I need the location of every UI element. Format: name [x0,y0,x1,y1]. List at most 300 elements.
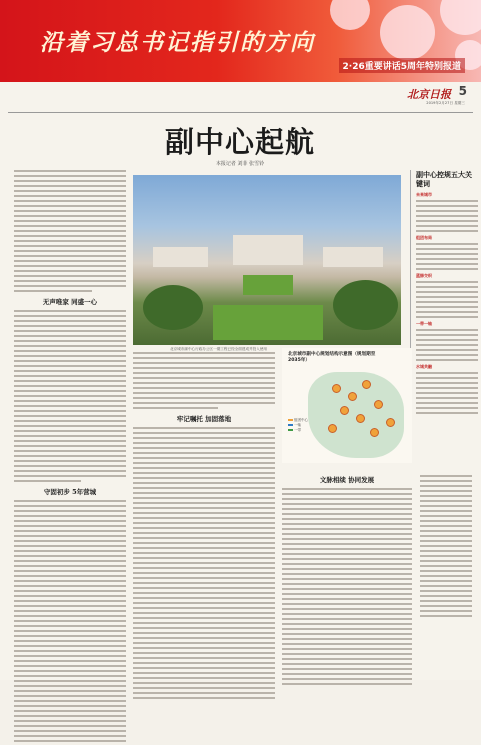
body-text-line [416,263,478,265]
body-text-line [14,605,126,607]
body-text-line [420,490,472,492]
body-text-line [133,517,275,519]
map-legend [288,418,318,433]
body-text-line [133,397,275,399]
body-text-line [14,185,126,187]
body-text-line [420,570,472,572]
body-text-line [133,562,275,564]
body-text-line [282,673,412,675]
body-text-line [416,402,478,404]
map-dot [370,428,379,437]
body-text-line [420,605,472,607]
body-text-line [416,205,478,207]
body-text-line [133,487,275,489]
body-text-line [14,550,126,552]
body-text-line [14,560,126,562]
body-text-line [133,627,275,629]
body-text-line [133,502,275,504]
body-text-line [420,500,472,502]
banner-title: 沿着习总书记指引的方向 [40,29,315,56]
body-text-line [14,580,126,582]
body-text-line [282,538,412,540]
body-text-line [14,170,126,172]
body-text-line [133,622,275,624]
body-text-line [14,590,126,592]
body-text-line [14,650,126,652]
body-text-line [14,245,126,247]
body-text-line [14,335,126,337]
body-text-line [416,220,478,222]
body-text-line [416,306,478,308]
body-text-line [282,498,412,500]
body-text-line [133,512,275,514]
body-text-line [14,510,126,512]
special-report-banner [0,0,481,82]
page-number: 5 [458,84,467,98]
body-text-line [416,377,478,379]
body-text-line [14,365,126,367]
body-text-line [133,382,275,384]
body-text-line [14,320,126,322]
map-dot [348,392,357,401]
masthead-date: 2019年2月27日 星期三 [426,101,465,105]
body-text-line [14,410,126,412]
body-text-line [420,510,472,512]
body-text-line [420,560,472,562]
body-text-line [14,420,126,422]
body-text-line [133,372,275,374]
body-text-line [14,710,126,712]
body-text-line [420,530,472,532]
body-text-line [420,565,472,567]
sidebar-label: 组团布局 [416,235,432,240]
body-text-line [133,467,275,469]
body-text-line [133,357,275,359]
body-text-line [133,407,218,409]
body-text-line [14,520,126,522]
body-text-line [14,325,126,327]
body-text-line [282,593,412,595]
map-dot [356,414,365,423]
body-text-line [416,258,478,260]
body-text-line [282,598,412,600]
body-text-line [14,475,126,477]
body-text-line [14,330,126,332]
tree-cluster [333,280,398,330]
body-text-line [133,697,275,699]
body-text-line [14,645,126,647]
body-text-line [420,540,472,542]
body-text-line [14,545,126,547]
body-text-line [282,533,412,535]
body-text-line [133,547,275,549]
body-text-line [133,537,275,539]
body-text-line [14,445,126,447]
side-building [153,247,208,267]
body-text-line [282,608,412,610]
body-text-line [14,515,126,517]
body-text-line [416,301,478,303]
body-text-line [416,243,478,245]
map-dot [340,406,349,415]
body-text-line [133,692,275,694]
body-text-line [14,255,126,257]
legend-item: 组团中心 [294,418,308,422]
body-text-line [133,362,275,364]
body-text-line [420,590,472,592]
map-dot [362,380,371,389]
body-text-line [14,630,126,632]
body-text-line [416,230,478,232]
blossom-decoration [380,5,435,60]
body-text-line [420,495,472,497]
body-text-line [420,525,472,527]
body-text-line [14,435,126,437]
body-text-line [14,480,81,482]
section-heading: 无声唯家 同盛一心 [42,298,98,306]
body-text-line [282,558,412,560]
body-text-line [14,555,126,557]
body-text-line [14,310,126,312]
body-text-line [14,720,126,722]
body-text-line [420,480,472,482]
body-text-line [14,505,126,507]
middle-column [133,352,275,702]
body-text-line [14,600,126,602]
body-text-line [282,518,412,520]
body-text-line [14,625,126,627]
body-text-line [133,587,275,589]
body-text-line [133,522,275,524]
body-text-line [14,175,126,177]
map-dot [374,400,383,409]
body-text-line [420,585,472,587]
body-text-line [420,600,472,602]
body-text-line [14,460,126,462]
body-text-line [14,715,126,717]
tree-cluster [143,285,203,330]
body-text-line [420,545,472,547]
body-text-line [282,513,412,515]
sidebar-label: 蓝绿交织 [416,273,432,278]
body-text-line [282,553,412,555]
body-text-line [282,613,412,615]
body-text-line [133,592,275,594]
body-text-line [14,685,126,687]
body-text-line [14,200,126,202]
body-text-line [133,672,275,674]
body-text-line [14,260,126,262]
legend-item: 一带 [294,428,301,432]
body-text-line [416,339,478,341]
body-text-line [282,488,412,490]
body-text-line [14,530,126,532]
body-text-line [133,567,275,569]
body-text-line [133,532,275,534]
body-text-line [14,315,126,317]
body-text-line [14,225,126,227]
body-text-line [416,359,478,361]
body-text-line [282,623,412,625]
body-text-line [14,280,126,282]
body-text-line [420,610,472,612]
body-text-line [133,612,275,614]
sidebar-keywords [410,170,478,417]
body-text-line [14,215,126,217]
body-text-line [133,377,275,379]
body-text-line [14,700,126,702]
body-text-line [416,316,478,318]
map-dot [332,384,341,393]
body-text-line [14,455,126,457]
banner-subtitle: 2·26重要讲话5周年特别报道 [339,58,465,73]
body-text-line [133,667,275,669]
body-text-line [282,543,412,545]
body-text-line [133,582,275,584]
body-text-line [282,568,412,570]
body-text-line [14,390,126,392]
sidebar-label: 一带一轴 [416,321,432,326]
body-text-line [14,615,126,617]
body-text-line [14,345,126,347]
legend-item: 一轴 [294,423,301,427]
body-text-line [133,497,275,499]
middle-right-column [282,470,412,688]
body-text-line [14,535,126,537]
body-text-line [133,437,275,439]
body-text-line [416,344,478,346]
body-text-line [416,387,478,389]
body-text-line [133,432,275,434]
body-text-line [14,465,126,467]
body-text-line [420,535,472,537]
body-text-line [14,635,126,637]
body-text-line [14,285,126,287]
body-text-line [14,270,126,272]
body-text-line [420,595,472,597]
left-column [14,170,126,745]
body-text-line [14,695,126,697]
body-text-line [282,633,412,635]
body-text-line [416,392,478,394]
body-text-line [14,210,126,212]
body-text-line [416,253,478,255]
body-text-line [416,382,478,384]
main-building [233,235,303,265]
body-text-line [133,457,275,459]
body-text-line [282,528,412,530]
body-text-line [133,392,275,394]
body-text-line [14,500,126,502]
body-text-line [416,407,478,409]
body-text-line [133,387,275,389]
byline: 本报记者 刘菲 张雪铃 [215,161,265,167]
body-text-line [133,662,275,664]
body-text-line [14,195,126,197]
sidebar-label: 未来城市 [416,192,432,197]
body-text-line [282,548,412,550]
body-text-line [14,690,126,692]
body-text-line [416,311,478,313]
body-text-line [14,725,126,727]
body-text-line [282,508,412,510]
body-text-line [282,563,412,565]
body-text-line [133,477,275,479]
newspaper-logo: 北京日报 [407,88,451,101]
body-text-line [14,180,126,182]
body-text-line [14,230,126,232]
body-text-line [133,632,275,634]
body-text-line [14,640,126,642]
body-text-line [282,603,412,605]
body-text-line [133,442,275,444]
body-text-line [14,405,126,407]
right-lower-column [420,475,472,620]
body-text-line [416,200,478,202]
body-text-line [133,552,275,554]
body-text-line [14,735,126,737]
sidebar-title: 副中心控规五大关键词 [416,170,472,188]
body-text-line [133,687,275,689]
body-text-line [14,375,126,377]
body-text-line [420,575,472,577]
page-headline: 副中心起航 [164,125,315,159]
body-text-line [14,660,126,662]
body-text-line [133,402,275,404]
body-text-line [14,525,126,527]
body-text-line [420,515,472,517]
lawn [213,305,323,340]
body-text-line [14,265,126,267]
body-text-line [14,450,126,452]
body-text-line [420,550,472,552]
body-text-line [416,291,478,293]
photo-caption: 北京城市副中心行政办公区一期工程已经全面建成并投入使用 [170,347,268,351]
body-text-line [14,575,126,577]
body-text-line [282,578,412,580]
blossom-decoration [440,0,481,35]
body-text-line [282,668,412,670]
body-text-line [14,620,126,622]
body-text-line [133,447,275,449]
body-text-line [14,430,126,432]
body-text-line [282,493,412,495]
body-text-line [416,286,478,288]
body-text-line [420,555,472,557]
body-text-line [416,397,478,399]
map-dot [328,424,337,433]
section-heading: 牢记嘱托 加固落地 [176,415,232,423]
body-text-line [14,570,126,572]
body-text-line [133,682,275,684]
body-text-line [133,657,275,659]
body-text-line [282,643,412,645]
body-text-line [420,485,472,487]
body-text-line [282,588,412,590]
body-text-line [14,595,126,597]
body-text-line [14,705,126,707]
section-heading: 文脉相续 协同发展 [319,476,375,484]
body-text-line [416,215,478,217]
body-text-line [14,220,126,222]
body-text-line [416,334,478,336]
body-text-line [282,503,412,505]
map-title: 北京城市副中心规划结构示意图（规划期至2035年） [288,352,376,363]
body-text-line [282,638,412,640]
body-text-line [133,652,275,654]
body-text-line [14,585,126,587]
body-text-line [282,648,412,650]
body-text-line [416,412,478,414]
body-text-line [133,557,275,559]
body-text-line [133,577,275,579]
body-text-line [14,565,126,567]
body-text-line [133,507,275,509]
body-text-line [133,677,275,679]
body-text-line [14,235,126,237]
lawn [243,275,293,295]
body-text-line [14,340,126,342]
body-text-line [14,440,126,442]
body-text-line [416,354,478,356]
body-text-line [14,470,126,472]
body-text-line [133,482,275,484]
body-text-line [282,618,412,620]
body-text-line [282,573,412,575]
body-text-line [416,329,478,331]
body-text-line [420,520,472,522]
body-text-line [14,655,126,657]
body-text-line [133,637,275,639]
body-text-line [14,250,126,252]
body-text-line [282,523,412,525]
body-text-line [14,610,126,612]
body-text-line [14,400,126,402]
planning-map [282,348,412,463]
body-text-line [282,683,412,685]
body-text-line [133,617,275,619]
section-heading: 守固初步 5年营城 [43,488,97,496]
body-text-line [416,296,478,298]
body-text-line [416,210,478,212]
body-text-line [14,275,126,277]
blossom-decoration [330,0,370,30]
aerial-photo [133,175,401,345]
body-text-line [14,425,126,427]
body-text-line [416,372,478,374]
body-text-line [416,349,478,351]
body-text-line [133,607,275,609]
body-text-line [416,281,478,283]
body-text-line [282,583,412,585]
body-text-line [133,527,275,529]
body-text-line [14,670,126,672]
body-text-line [14,190,126,192]
body-text-line [133,452,275,454]
body-text-line [416,268,478,270]
body-text-line [14,675,126,677]
body-text-line [133,647,275,649]
body-text-line [133,597,275,599]
body-text-line [133,542,275,544]
body-text-line [14,290,92,292]
body-text-line [420,475,472,477]
body-text-line [14,415,126,417]
body-text-line [14,360,126,362]
body-text-line [282,663,412,665]
masthead-divider [8,112,473,113]
body-text-line [282,653,412,655]
